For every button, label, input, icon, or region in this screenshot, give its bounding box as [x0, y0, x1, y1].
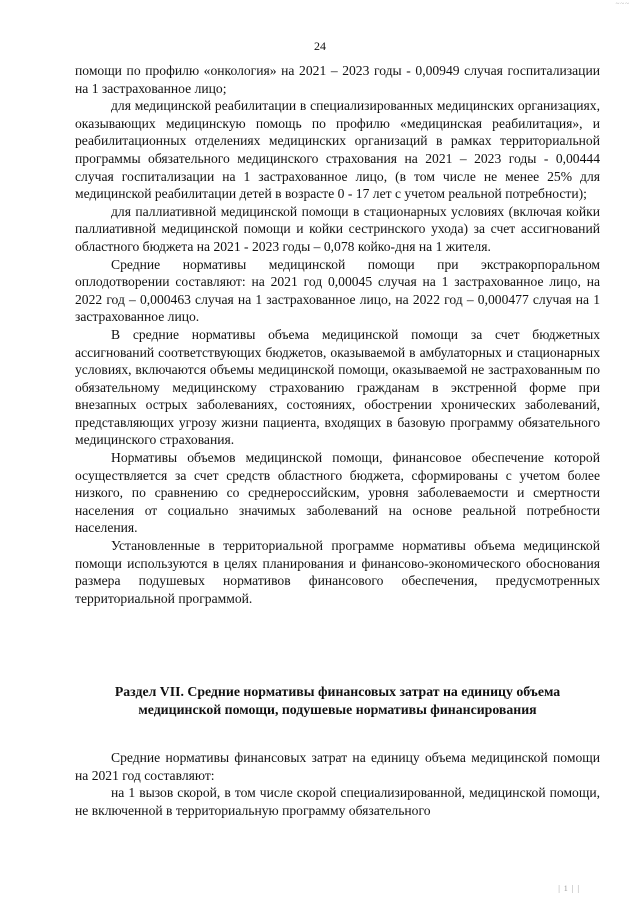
body-text — [75, 62, 600, 607]
paragraph-oncology: помощи по профилю «онкология» на 2021 – 2023 годы - 0,00949 случая госпитализации на 1 застрахованное лицо; — [75, 63, 600, 96]
paragraph-ambulance: на 1 вызов скорой, в том числе скорой специализированной, медицинской помощи, не включенной в территориальную программу обязательного — [75, 785, 600, 818]
paragraph-planning: Установленные в территориальной программе нормативы объема медицинской помощи используются в целях планирования и финансово-экономического обоснования размера подушевых нормативов финансового обеспечения, предусмотренных территориальной программой. — [75, 538, 600, 606]
section-heading: Раздел VII. Средние нормативы финансовых затрат на единицу объема медицинской помощи, подушевые нормативы финансирования — [114, 684, 561, 717]
paragraph-budget-norms: В средние нормативы объема медицинской помощи за счет бюджетных ассигнований соответствующих бюджетов, оказываемой в амбулаторных и стационарных условиях, включаются объемы медицинской помощи, оказываемой не застрахованным по обязательному медицинскому страхованию гражданам в экстренной форме при внезапных острых заболеваниях, состояниях, обострении хронических заболеваний, представляющих угрозу жизни пациента, входящих в базовую программу обязательного медицинского страхования. — [75, 326, 600, 448]
scan-mark-top: ~~~ — [615, 0, 630, 8]
scan-mark-bottom: | 1 | | — [558, 884, 580, 893]
paragraph-regional-budget: Нормативы объемов медицинской помощи, финансовое обеспечение которой осуществляется за счет средств областного бюджета, сформированы с учетом более низкого, по сравнению со среднероссийским, уровня заболеваемости и смертности населения от социально значимых заболеваний на основе реальной потребности населения. — [75, 450, 600, 536]
paragraph-eco: Средние нормативы медицинской помощи при экстракорпоральном оплодотворении составляют: на 2021 год 0,00045 случая на 1 застрахованное лицо, на 2022 год – 0,000463 случая на 1 застрахованное лицо, на 2022 год – 0,000477 случая на 1 застрахованное лицо. — [75, 256, 600, 325]
body-text-after — [75, 749, 600, 819]
paragraph-palliative: для паллиативной медицинской помощи в стационарных условиях (включая койки паллиативной медицинской помощи и койки сестринского ухода) за счет ассигнований областного бюджета на 2021 - 2023 годы – 0,078 койко-дня на 1 жителя. — [75, 203, 600, 254]
paragraph-rehabilitation: для медицинской реабилитации в специализированных медицинских организациях, оказывающих медицинскую помощь по профилю «медицинская реабилитация», и реабилитационных отделениях медицинских организаций в рамках территориальной программы обязательного медицинского страхования на 2021 – 2023 годы - 0,00444 случая госпитализации на 1 застрахованное лицо, (в том числе не менее 25% для медицинской реабилитации детей в возрасте 0 - 17 лет с учетом реальной потребности); — [75, 98, 600, 202]
page-number: 24 — [314, 39, 326, 53]
paragraph-financial-norms: Средние нормативы финансовых затрат на единицу объема медицинской помощи на 2021 год составляют: — [75, 750, 600, 783]
